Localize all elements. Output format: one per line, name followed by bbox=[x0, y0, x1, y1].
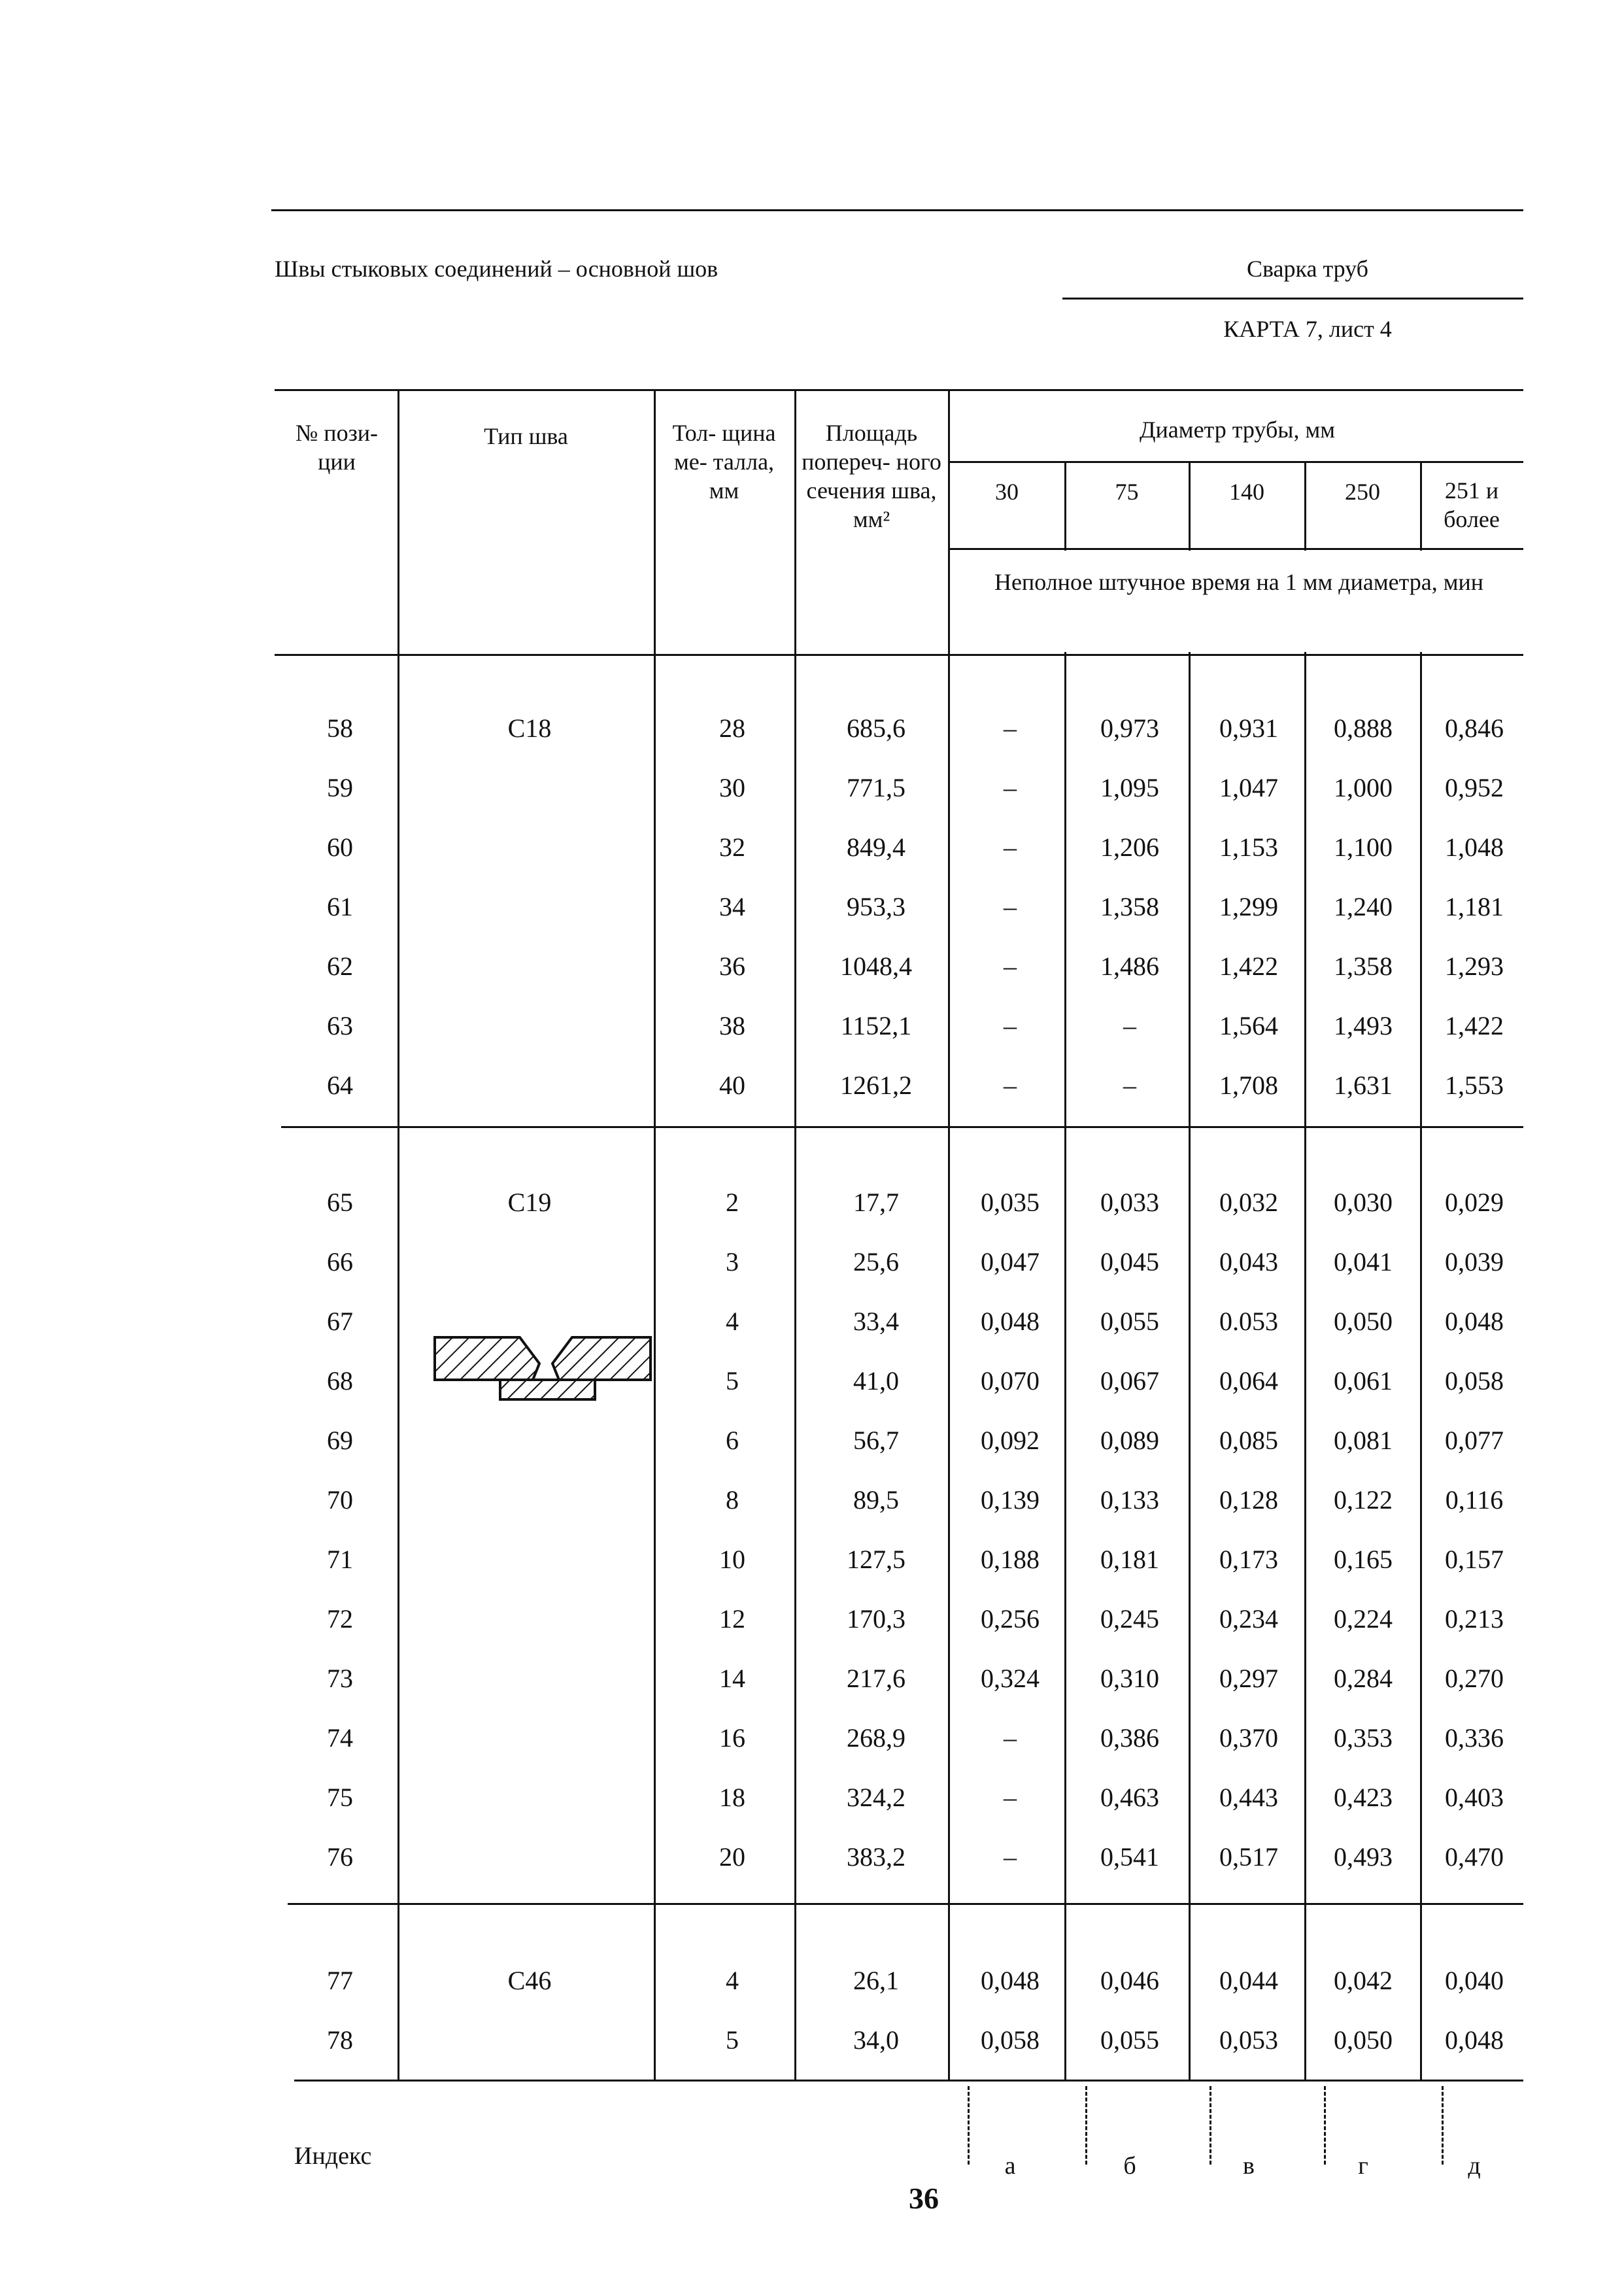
time-value-cell: 0,336 bbox=[1445, 1723, 1504, 1753]
area-cell: 127,5 bbox=[847, 1545, 905, 1574]
position-cell: 78 bbox=[327, 2025, 353, 2055]
area-cell: 33,4 bbox=[853, 1307, 899, 1336]
position-cell: 74 bbox=[327, 1723, 353, 1753]
index-value: б bbox=[1123, 2152, 1136, 2180]
position-cell: 76 bbox=[327, 1842, 353, 1872]
time-value-cell: 0,353 bbox=[1334, 1723, 1393, 1753]
index-value: а bbox=[1004, 2152, 1016, 2180]
time-value-cell: 0,165 bbox=[1334, 1545, 1393, 1574]
time-value-cell: – bbox=[1004, 1011, 1017, 1040]
time-value-cell: 0,032 bbox=[1219, 1188, 1278, 1217]
index-separator bbox=[968, 2086, 970, 2165]
time-value-cell: 0,370 bbox=[1219, 1723, 1278, 1753]
time-value-cell: 0,245 bbox=[1100, 1604, 1159, 1634]
area-cell: 217,6 bbox=[847, 1664, 905, 1693]
index-label: Индекс bbox=[294, 2142, 372, 2170]
time-value-cell: 0,035 bbox=[981, 1188, 1040, 1217]
time-value-cell: 0,061 bbox=[1334, 1366, 1393, 1396]
col-header-time: Неполное штучное время на 1 мм диаметра, мин bbox=[994, 569, 1484, 595]
thickness-cell: 4 bbox=[726, 1966, 739, 1995]
position-cell: 71 bbox=[327, 1545, 353, 1574]
time-value-cell: 0,133 bbox=[1100, 1485, 1159, 1515]
time-value-cell: 1,486 bbox=[1100, 951, 1159, 981]
area-cell: 34,0 bbox=[853, 2025, 899, 2055]
time-value-cell: 0,128 bbox=[1219, 1485, 1278, 1515]
time-value-cell: 1,493 bbox=[1334, 1011, 1393, 1040]
thickness-cell: 2 bbox=[726, 1188, 739, 1217]
time-value-cell: 0,888 bbox=[1334, 713, 1393, 743]
time-value-cell: 0,058 bbox=[1445, 1366, 1504, 1396]
time-value-cell: 0,030 bbox=[1334, 1188, 1393, 1217]
seam-c19-diagram-icon bbox=[428, 1328, 657, 1413]
time-value-cell: 1,206 bbox=[1100, 832, 1159, 862]
time-value-cell: 0,443 bbox=[1219, 1783, 1278, 1812]
time-value-cell: 0,039 bbox=[1445, 1247, 1504, 1277]
time-value-cell: 0,055 bbox=[1100, 2025, 1159, 2055]
position-cell: 77 bbox=[327, 1966, 353, 1995]
thickness-cell: 30 bbox=[719, 773, 745, 802]
time-value-cell: 0,324 bbox=[981, 1664, 1040, 1693]
thickness-cell: 40 bbox=[719, 1071, 745, 1100]
time-value-cell: 1,181 bbox=[1445, 892, 1504, 921]
position-cell: 63 bbox=[327, 1011, 353, 1040]
time-value-cell: 0,092 bbox=[981, 1426, 1040, 1455]
area-cell: 41,0 bbox=[853, 1366, 899, 1396]
position-cell: 73 bbox=[327, 1664, 353, 1693]
area-cell: 170,3 bbox=[847, 1604, 905, 1634]
time-value-cell: 0,043 bbox=[1219, 1247, 1278, 1277]
diameter-250: 250 bbox=[1345, 479, 1380, 505]
diameter-75: 75 bbox=[1115, 479, 1139, 505]
time-value-cell: 0,213 bbox=[1445, 1604, 1504, 1634]
col-header-thickness: Тол- щина ме- талла, мм bbox=[672, 420, 776, 504]
time-value-cell: 1,422 bbox=[1219, 951, 1278, 981]
thickness-cell: 5 bbox=[726, 1366, 739, 1396]
position-cell: 70 bbox=[327, 1485, 353, 1515]
time-value-cell: 1,048 bbox=[1445, 832, 1504, 862]
time-value-cell: 0,403 bbox=[1445, 1783, 1504, 1812]
card-label: КАРТА 7, лист 4 bbox=[1223, 316, 1392, 342]
time-value-cell: 0,089 bbox=[1100, 1426, 1159, 1455]
index-separator bbox=[1324, 2086, 1326, 2165]
time-value-cell: 1,047 bbox=[1219, 773, 1278, 802]
area-cell: 89,5 bbox=[853, 1485, 899, 1515]
time-value-cell: 0,044 bbox=[1219, 1966, 1278, 1995]
time-value-cell: 0,470 bbox=[1445, 1842, 1504, 1872]
time-value-cell: 0,952 bbox=[1445, 773, 1504, 802]
index-separator bbox=[1210, 2086, 1211, 2165]
time-value-cell: – bbox=[1004, 1783, 1017, 1812]
col-header-position: № пози- ции bbox=[295, 420, 379, 475]
time-value-cell: 0,256 bbox=[981, 1604, 1040, 1634]
position-cell: 64 bbox=[327, 1071, 353, 1100]
time-value-cell: 0,085 bbox=[1219, 1426, 1278, 1455]
thickness-cell: 4 bbox=[726, 1307, 739, 1336]
col-header-seam-type: Тип шва bbox=[484, 423, 568, 449]
time-value-cell: 0,047 bbox=[981, 1247, 1040, 1277]
thickness-cell: 18 bbox=[719, 1783, 745, 1812]
area-cell: 56,7 bbox=[853, 1426, 899, 1455]
thickness-cell: 10 bbox=[719, 1545, 745, 1574]
time-value-cell: 1,000 bbox=[1334, 773, 1393, 802]
time-value-cell: 0,045 bbox=[1100, 1247, 1159, 1277]
position-cell: 65 bbox=[327, 1188, 353, 1217]
diameter-30: 30 bbox=[995, 479, 1019, 505]
seam-type-label: С46 bbox=[507, 1966, 552, 1995]
time-value-cell: – bbox=[1004, 1723, 1017, 1753]
time-value-cell: 0.053 bbox=[1219, 1307, 1278, 1336]
time-value-cell: 0,116 bbox=[1445, 1485, 1504, 1515]
time-value-cell: 0,046 bbox=[1100, 1966, 1159, 1995]
area-cell: 953,3 bbox=[847, 892, 905, 921]
position-cell: 72 bbox=[327, 1604, 353, 1634]
time-value-cell: 0,310 bbox=[1100, 1664, 1159, 1693]
time-value-cell: 0,284 bbox=[1334, 1664, 1393, 1693]
time-value-cell: 0,386 bbox=[1100, 1723, 1159, 1753]
thickness-cell: 38 bbox=[719, 1011, 745, 1040]
time-value-cell: 0,081 bbox=[1334, 1426, 1393, 1455]
area-cell: 1048,4 bbox=[840, 951, 912, 981]
time-value-cell: 1,708 bbox=[1219, 1071, 1278, 1100]
area-cell: 771,5 bbox=[847, 773, 905, 802]
area-cell: 1152,1 bbox=[840, 1011, 912, 1040]
thickness-cell: 28 bbox=[719, 713, 745, 743]
time-value-cell: 0,931 bbox=[1219, 713, 1278, 743]
area-cell: 268,9 bbox=[847, 1723, 905, 1753]
position-cell: 67 bbox=[327, 1307, 353, 1336]
thickness-cell: 36 bbox=[719, 951, 745, 981]
time-value-cell: 1,100 bbox=[1334, 832, 1393, 862]
area-cell: 383,2 bbox=[847, 1842, 905, 1872]
thickness-cell: 32 bbox=[719, 832, 745, 862]
time-value-cell: 0,055 bbox=[1100, 1307, 1159, 1336]
seam-type-label: С19 bbox=[507, 1188, 552, 1217]
time-value-cell: 0,493 bbox=[1334, 1842, 1393, 1872]
time-value-cell: 0,973 bbox=[1100, 713, 1159, 743]
time-value-cell: – bbox=[1004, 1842, 1017, 1872]
area-cell: 1261,2 bbox=[840, 1071, 912, 1100]
index-separator bbox=[1085, 2086, 1087, 2165]
thickness-cell: 34 bbox=[719, 892, 745, 921]
time-value-cell: 0,077 bbox=[1445, 1426, 1504, 1455]
seam-type-label: С18 bbox=[507, 713, 552, 743]
time-value-cell: 0,517 bbox=[1219, 1842, 1278, 1872]
time-value-cell: – bbox=[1004, 951, 1017, 981]
thickness-cell: 16 bbox=[719, 1723, 745, 1753]
time-value-cell: 0,173 bbox=[1219, 1545, 1278, 1574]
index-value: в bbox=[1243, 2152, 1255, 2180]
section-title: Сварка труб bbox=[1247, 256, 1368, 282]
col-header-area: Площадь попереч- ного сечения шва, мм² bbox=[802, 420, 941, 532]
index-value: д bbox=[1468, 2152, 1481, 2180]
area-cell: 26,1 bbox=[853, 1966, 899, 1995]
time-value-cell: 0,048 bbox=[1445, 2025, 1504, 2055]
position-cell: 69 bbox=[327, 1426, 353, 1455]
time-value-cell: 0,423 bbox=[1334, 1783, 1393, 1812]
time-value-cell: 0,224 bbox=[1334, 1604, 1393, 1634]
time-value-cell: 0,042 bbox=[1334, 1966, 1393, 1995]
time-value-cell: – bbox=[1123, 1011, 1136, 1040]
time-value-cell: – bbox=[1004, 832, 1017, 862]
position-cell: 58 bbox=[327, 713, 353, 743]
thickness-cell: 5 bbox=[726, 2025, 739, 2055]
time-value-cell: 1,422 bbox=[1445, 1011, 1504, 1040]
time-value-cell: 0,297 bbox=[1219, 1664, 1278, 1693]
index-separator bbox=[1442, 2086, 1444, 2165]
area-cell: 324,2 bbox=[847, 1783, 905, 1812]
time-value-cell: 0,067 bbox=[1100, 1366, 1159, 1396]
time-value-cell: 1,240 bbox=[1334, 892, 1393, 921]
time-value-cell: 0,033 bbox=[1100, 1188, 1159, 1217]
time-value-cell: 1,095 bbox=[1100, 773, 1159, 802]
area-cell: 17,7 bbox=[853, 1188, 899, 1217]
time-value-cell: – bbox=[1123, 1071, 1136, 1100]
document-title: Швы стыковых соединений – основной шов bbox=[275, 256, 719, 282]
time-value-cell: 0,846 bbox=[1445, 713, 1504, 743]
time-value-cell: 0,041 bbox=[1334, 1247, 1393, 1277]
thickness-cell: 3 bbox=[726, 1247, 739, 1277]
thickness-cell: 14 bbox=[719, 1664, 745, 1693]
time-value-cell: 0,048 bbox=[1445, 1307, 1504, 1336]
position-cell: 59 bbox=[327, 773, 353, 802]
time-value-cell: 1,564 bbox=[1219, 1011, 1278, 1040]
area-cell: 25,6 bbox=[853, 1247, 899, 1277]
time-value-cell: – bbox=[1004, 773, 1017, 802]
time-value-cell: – bbox=[1004, 713, 1017, 743]
time-value-cell: 1,358 bbox=[1100, 892, 1159, 921]
position-cell: 66 bbox=[327, 1247, 353, 1277]
time-value-cell: 0,029 bbox=[1445, 1188, 1504, 1217]
time-value-cell: 0,064 bbox=[1219, 1366, 1278, 1396]
time-value-cell: 0,058 bbox=[981, 2025, 1040, 2055]
time-value-cell: 0,050 bbox=[1334, 2025, 1393, 2055]
position-cell: 62 bbox=[327, 951, 353, 981]
time-value-cell: 0,463 bbox=[1100, 1783, 1159, 1812]
thickness-cell: 12 bbox=[719, 1604, 745, 1634]
time-value-cell: 0,139 bbox=[981, 1485, 1040, 1515]
time-value-cell: 0,188 bbox=[981, 1545, 1040, 1574]
area-cell: 849,4 bbox=[847, 832, 905, 862]
time-value-cell: – bbox=[1004, 892, 1017, 921]
time-value-cell: 0,157 bbox=[1445, 1545, 1504, 1574]
position-cell: 75 bbox=[327, 1783, 353, 1812]
time-value-cell: – bbox=[1004, 1071, 1017, 1100]
time-value-cell: 0,048 bbox=[981, 1966, 1040, 1995]
page-number: 36 bbox=[909, 2182, 939, 2215]
time-value-cell: 0,053 bbox=[1219, 2025, 1278, 2055]
thickness-cell: 6 bbox=[726, 1426, 739, 1455]
index-value: г bbox=[1358, 2152, 1368, 2180]
area-cell: 685,6 bbox=[847, 713, 905, 743]
time-value-cell: 0,181 bbox=[1100, 1545, 1159, 1574]
time-value-cell: 1,631 bbox=[1334, 1071, 1393, 1100]
time-value-cell: 1,553 bbox=[1445, 1071, 1504, 1100]
time-value-cell: 1,153 bbox=[1219, 832, 1278, 862]
position-cell: 60 bbox=[327, 832, 353, 862]
time-value-cell: 0,050 bbox=[1334, 1307, 1393, 1336]
thickness-cell: 20 bbox=[719, 1842, 745, 1872]
position-cell: 61 bbox=[327, 892, 353, 921]
time-value-cell: 0,122 bbox=[1334, 1485, 1393, 1515]
thickness-cell: 8 bbox=[726, 1485, 739, 1515]
position-cell: 68 bbox=[327, 1366, 353, 1396]
time-value-cell: 1,299 bbox=[1219, 892, 1278, 921]
time-value-cell: 1,293 bbox=[1445, 951, 1504, 981]
time-value-cell: 0,070 bbox=[981, 1366, 1040, 1396]
time-value-cell: 1,358 bbox=[1334, 951, 1393, 981]
time-value-cell: 0,270 bbox=[1445, 1664, 1504, 1693]
diameter-251-plus: 251 и более bbox=[1444, 477, 1500, 532]
diameter-140: 140 bbox=[1229, 479, 1264, 505]
time-value-cell: 0,048 bbox=[981, 1307, 1040, 1336]
time-value-cell: 0,040 bbox=[1445, 1966, 1504, 1995]
col-header-diameter: Диаметр трубы, мм bbox=[1139, 417, 1336, 443]
time-value-cell: 0,234 bbox=[1219, 1604, 1278, 1634]
time-value-cell: 0,541 bbox=[1100, 1842, 1159, 1872]
